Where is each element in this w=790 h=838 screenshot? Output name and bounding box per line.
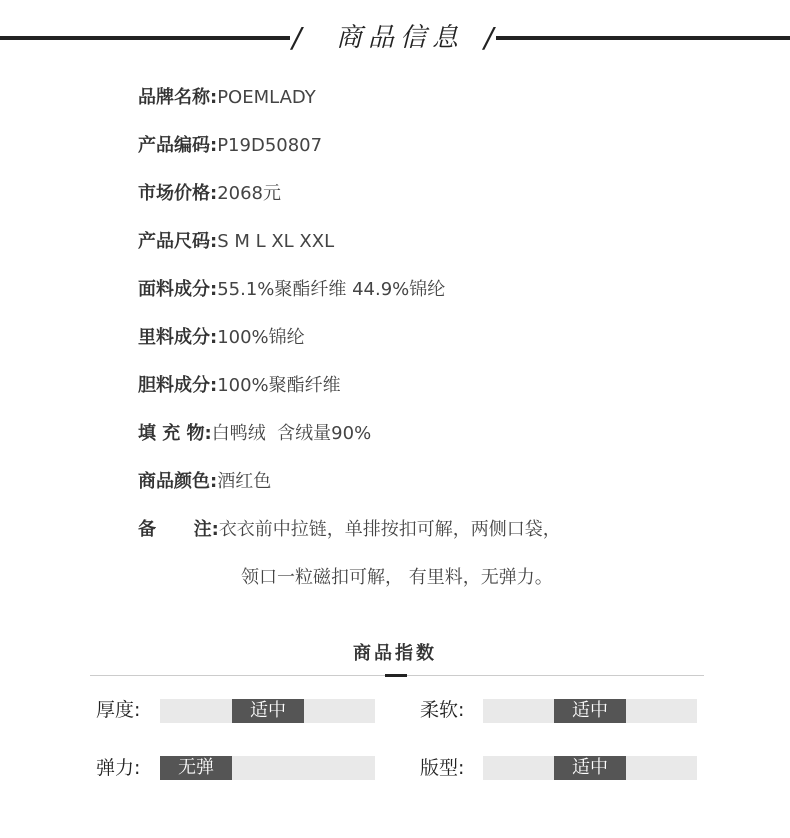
info-value: 酒红色 [217, 471, 272, 492]
metric-track-elasticity [160, 756, 375, 780]
info-value: POEMLADY [217, 87, 316, 108]
info-row-lining [138, 326, 305, 350]
metric-label-fit: 版型: [420, 757, 465, 779]
info-row-fabric [138, 278, 445, 302]
metric-indicator: 适中 [554, 699, 626, 723]
info-row-filling [138, 422, 371, 446]
info-value: 衣衣前中拉链，单排按扣可解，两侧口袋， [218, 519, 561, 540]
info-label: 里料成分: [138, 327, 218, 348]
info-row-code [138, 134, 322, 158]
metric-indicator: 适中 [232, 699, 304, 723]
info-label: 产品尺码: [138, 231, 218, 252]
info-row-brand [138, 86, 316, 110]
index-divider-marker [385, 674, 407, 677]
header-slash-right: / [484, 21, 494, 54]
info-row-sizes [138, 230, 334, 254]
header-rule-right [496, 36, 790, 40]
info-label: 面料成分: [138, 279, 218, 300]
page-title: 商品信息 [335, 23, 464, 53]
metric-track-fit [483, 756, 697, 780]
metric-indicator: 无弹 [160, 756, 232, 780]
info-label: 商品颜色: [138, 471, 218, 492]
metric-label-elasticity: 弹力: [96, 757, 141, 779]
info-value: 白鸭绒 含绒量90% [211, 423, 372, 444]
info-label: 胆料成分: [138, 375, 218, 396]
header-slash-left: / [292, 21, 302, 54]
metric-indicator: 适中 [554, 756, 626, 780]
info-row-note [138, 518, 561, 542]
info-row-inner [138, 374, 341, 398]
info-label: 备 注: [138, 519, 219, 540]
info-value: 2068元 [217, 183, 282, 204]
info-value: S M L XL XXL [217, 231, 335, 252]
metric-track-thickness [160, 699, 375, 723]
info-value: 55.1%聚酯纤维 44.9%锦纶 [217, 279, 446, 300]
info-row-price [138, 182, 281, 206]
info-label: 填 充 物: [138, 423, 212, 444]
info-value: 100%聚酯纤维 [217, 375, 341, 396]
metric-track-softness [483, 699, 697, 723]
info-value: P19D50807 [217, 135, 323, 156]
info-row-color [138, 470, 271, 494]
header-rule-left [0, 36, 290, 40]
metric-label-thickness: 厚度: [96, 699, 141, 721]
info-label: 市场价格: [138, 183, 218, 204]
metric-label-softness: 柔软: [420, 699, 465, 721]
info-label: 产品编码: [138, 135, 218, 156]
info-value: 100%锦纶 [217, 327, 305, 348]
note-continuation: 领口一粒磁扣可解， 有里料，无弹力。 [241, 567, 553, 588]
info-label: 品牌名称: [138, 87, 218, 108]
index-title: 商品指数 [353, 643, 437, 664]
